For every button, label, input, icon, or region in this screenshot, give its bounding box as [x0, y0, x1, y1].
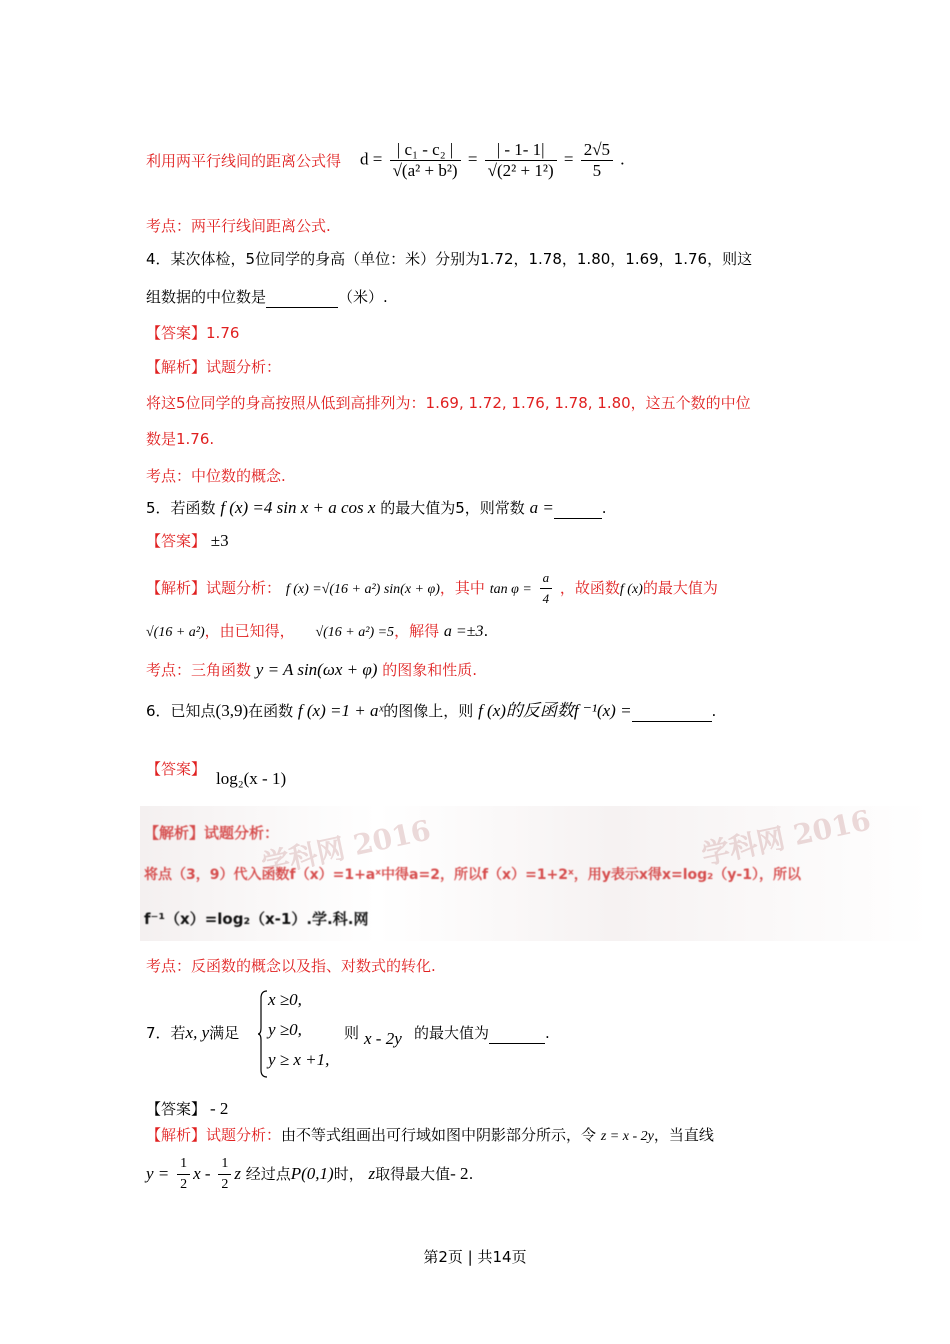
q4-kaodian: 考点：中位数的概念.: [146, 467, 286, 485]
q4-analysis-1: 将这5位同学的身高按照从低到高排列为：1.69, 1.72, 1.76, 1.78, 1.80，这五个数的中位: [146, 394, 751, 412]
q7-half-1: $\frac{1}{2}$: [177, 1154, 190, 1195]
q4-stem-line1: 4．某次体检，5位同学的身高（单位：米）分别为1.72，1.78，1.80，1.69，1.76，则这: [146, 250, 753, 268]
q7-ineq-1: x ≥0,: [268, 990, 302, 1009]
q6-analysis-result: f⁻¹（x）=log₂（x-1）.学.科.网: [144, 910, 369, 928]
q6-blank: [632, 705, 712, 722]
q7-blank: [489, 1027, 545, 1044]
q4-answer: 【答案】1.76: [146, 324, 240, 342]
q4-blank: [266, 291, 338, 308]
q7-ineq-3: y ≥ x +1,: [268, 1050, 330, 1069]
q6-analysis-image: 学科网 2016 学科网 2016 【解析】试题分析： 将点（3，9）代入函数f（x）=1+aˣ中得a=2，所以f（x）=1+2ˣ，用y表示x得x=log₂（y-1），所以 f⁻¹（x）=log₂（x-1）.学.科.网: [140, 806, 930, 941]
q7-stem-c: 的最大值为 .: [414, 1024, 550, 1042]
brace-icon: [258, 990, 268, 1078]
q3-frac3: $\frac{2√5}{5}$: [581, 140, 613, 181]
q6-kaodian: 考点：反函数的概念以及指、对数式的转化.: [146, 957, 436, 975]
q7-inequality-system: [258, 990, 338, 1080]
q5-tan-frac: $\frac{a}{4}$: [540, 568, 553, 609]
q6-answer-value: log₂(x - 1): [216, 769, 287, 788]
q7-expression: x - 2y: [364, 1029, 402, 1048]
page-footer: 第2页 | 共14页: [423, 1248, 527, 1266]
q3-text: 利用两平行线间的距离公式得: [146, 152, 342, 170]
q3-kaodian: 考点：两平行线间距离公式.: [146, 217, 331, 235]
q7-half-2: $\frac{1}{2}$: [218, 1154, 231, 1195]
q6-answer: 【答案】: [146, 760, 207, 778]
q5-kaodian: 考点：三角函数 y = A sin(ωx + φ) 的图象和性质.: [146, 660, 477, 679]
q5-analysis-2: √(16 + a²)，由已知得， √(16 + a²) =5，解得 a =±3.: [146, 622, 489, 640]
q6-stem: 6．已知点(3,9)在函数 f (x) =1 + aˣ的图像上，则 f (x)的反函数f ⁻¹(x) = .: [146, 701, 717, 720]
q4-stem-line2: 组数据的中位数是 （米）.: [146, 288, 388, 306]
q5-stem: 5．若函数 f (x) =4 sin x + a cos x 的最大值为5，则常数 a = .: [146, 498, 607, 517]
q5-function: f (x) =4 sin x + a cos x: [220, 498, 376, 517]
q6-analysis-text: 将点（3，9）代入函数f（x）=1+aˣ中得a=2，所以f（x）=1+2ˣ，用y表示x得x=log₂（y-1），所以: [144, 867, 801, 883]
q6-analysis-heading: 【解析】试题分析：: [144, 824, 280, 842]
q7-answer: 【答案】 - 2: [146, 1099, 229, 1118]
q3-frac1: $\frac{\text{| c₁ - c₂ |}}{\text{√(a² + b²)}}$: [390, 140, 461, 181]
q7-analysis-1: 【解析】试题分析：由不等式组画出可行域如图中阴影部分所示，令 z = x - 2y，当直线: [146, 1126, 714, 1144]
q5-answer: 【答案】 ±3: [146, 531, 229, 550]
q4-jiexi: 【解析】试题分析：: [146, 358, 282, 376]
q7-ineq-2: y ≥0,: [268, 1020, 302, 1039]
q5-blank: [554, 502, 602, 519]
q5-analysis-1: 【解析】试题分析： f (x) =√(16 + a²) sin(x + φ)，其中 tan φ = $\frac{a}{4}$ ，故函数f (x)的最大值为: [146, 568, 718, 609]
q7-stem-b: 则: [344, 1024, 360, 1042]
q3-frac2: $\frac{| - 1- 1|}{\text{√(2² + 1²)}}$: [485, 140, 557, 181]
q7-stem-a: 7．若x, y满足: [146, 1023, 240, 1042]
q3-d-label: d =: [360, 149, 383, 169]
q4-analysis-2: 数是1.76.: [146, 430, 215, 448]
q7-analysis-2: y = $\frac{1}{2}$ x - $\frac{1}{2}$ z 经过点P(0,1)时， z取得最大值- 2.: [146, 1154, 473, 1195]
q3-formula: d = $\frac{\text{| c₁ - c₂ |}}{\text{√(a² + b²)}}$ = $\frac{| - 1- 1|}{\text{√(2² + 1²)}}$ = $\frac{2√5}{5}$ .: [360, 140, 625, 180]
